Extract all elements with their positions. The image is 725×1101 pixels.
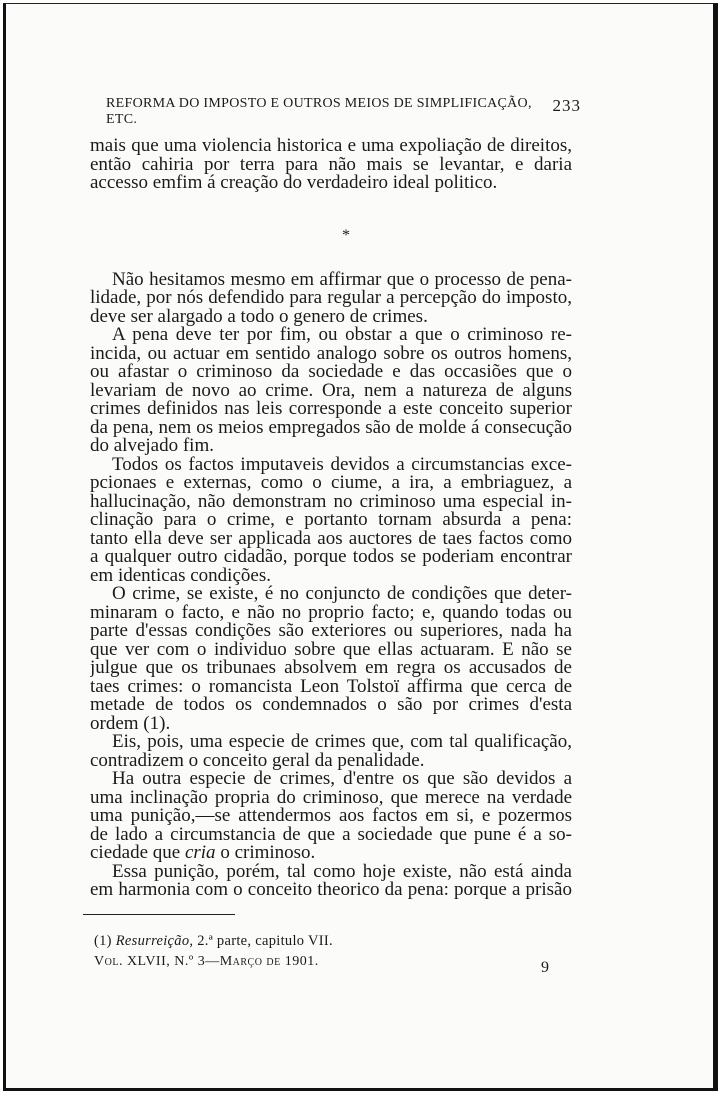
text-line: mais que uma violencia historica e uma expoliação de direitos, — [90, 137, 572, 156]
text-line: em harmonia com o conceito theorico da pena: porque a prisão — [90, 881, 572, 900]
text-line: Todos os factos imputaveis devidos a circumstancias exce- — [112, 455, 572, 474]
footnote-rule — [83, 914, 235, 915]
volume-footer: Vol. XLVII, N.º 3—Março de 1901. — [94, 954, 319, 969]
text-line: accesso emfim á creação do verdadeiro ideal politico. — [90, 174, 498, 193]
text-line: Eis, pois, uma especie de crimes que, com tal qualificação, — [112, 733, 572, 752]
paragraph-6 — [90, 733, 572, 770]
emphasis-text: cria — [184, 844, 216, 863]
text-fragment: o criminoso. — [215, 844, 316, 863]
text-line: ordem (1). — [90, 714, 171, 733]
paragraph-1 — [90, 137, 572, 193]
text-line: contradizem o conceito geral da penalidade. — [90, 751, 425, 770]
text-line: levariam de novo ao crime. Ora, nem a natureza de alguns — [90, 381, 572, 400]
text-line: lidade, por nós defendido para regular a percepção do imposto, — [90, 289, 572, 308]
text-line: em identicas condições. — [90, 566, 271, 585]
text-line: metade de todos os condemnados o são por crimes d'esta — [90, 696, 572, 715]
text-line: do alvejado fim. — [90, 437, 214, 456]
section-separator: * — [342, 226, 350, 244]
text-line: minaram o facto, e não no proprio facto; e, quando todas ou — [90, 603, 572, 622]
text-line: que ver com o individuo sobre que ellas actuaram. E não se — [90, 640, 572, 659]
section-break — [90, 193, 572, 271]
text-line: Ha outra especie de crimes, d'entre os que são devidos a — [112, 770, 572, 789]
text-line: taes crimes: o romancista Leon Tolstoï affirma que cerca de — [90, 677, 572, 696]
text-line: uma punição,—se attendermos aos factos em si, e pozermos — [90, 807, 572, 826]
running-title: REFORMA DO IMPOSTO E OUTROS MEIOS DE SIMPLIFICAÇÃO, ETC. — [106, 96, 532, 127]
text-line: julgue que os tribunaes absolvem em regra os accusados de — [90, 659, 572, 678]
text-line: Essa punição, porém, tal como hoje existe, não está ainda — [112, 862, 572, 881]
text-line: hallucinação, não demonstram no criminoso uma especial in- — [90, 492, 572, 511]
text-line: deve ser alargado a todo o genero de crimes. — [90, 307, 428, 326]
text-line — [90, 844, 572, 863]
footnote-text: 2.ª parte, capitulo VII. — [193, 933, 333, 949]
text-line: então cahiria por terra para não mais se levantar, e daria — [90, 155, 572, 174]
paragraph-5 — [90, 585, 572, 733]
running-header — [106, 96, 581, 128]
paragraph-7 — [90, 770, 572, 863]
text-line: crimes definidos nas leis corresponde a este conceito superior — [90, 400, 572, 419]
paragraph-4 — [90, 456, 572, 586]
book-page — [3, 3, 718, 1091]
page-number: 233 — [552, 96, 581, 115]
text-line: O crime, se existe, é no conjuncto de condições que deter- — [112, 585, 572, 604]
text-line: ou afastar o criminoso da sociedade e das occasiões que o — [90, 363, 572, 382]
text-line: da pena, nem os meios empregados são de molde á consecução — [90, 418, 572, 437]
text-line: tanto ella deve ser applicada aos auctores de taes factos como — [90, 529, 572, 548]
footnote — [94, 933, 333, 950]
text-line: uma inclinação propria do criminoso, que merece na verdade — [90, 788, 572, 807]
footnote-title: Resurreição, — [115, 933, 194, 949]
text-line: pcionaes e externas, como o ciume, a ira, a embriaguez, a — [90, 474, 572, 493]
text-line: a qualquer outro cidadão, porque todos se poderiam encontrar — [90, 548, 572, 567]
text-line: Não hesitamos mesmo em affirmar que o processo de pena- — [112, 270, 572, 289]
text-line: parte d'essas condições são exteriores ou superiores, nada ha — [90, 622, 572, 641]
text-line: incida, ou actuar em sentido analogo sobre os outros homens, — [90, 344, 572, 363]
text-fragment: ciedade que — [90, 844, 185, 863]
paragraph-3 — [90, 326, 572, 456]
text-line: clinação para o crime, e portanto tornam absurda a pena: — [90, 511, 572, 530]
body-text — [90, 137, 572, 900]
signature-mark: 9 — [541, 959, 549, 976]
paragraph-8 — [90, 863, 572, 900]
paragraph-2 — [90, 271, 572, 327]
text-line: A pena deve ter por fim, ou obstar a que o criminoso re- — [112, 326, 572, 345]
footnote-marker: (1) — [94, 933, 116, 949]
text-line: de lado a circumstancia de que a sociedade que pune é a so- — [90, 825, 572, 844]
